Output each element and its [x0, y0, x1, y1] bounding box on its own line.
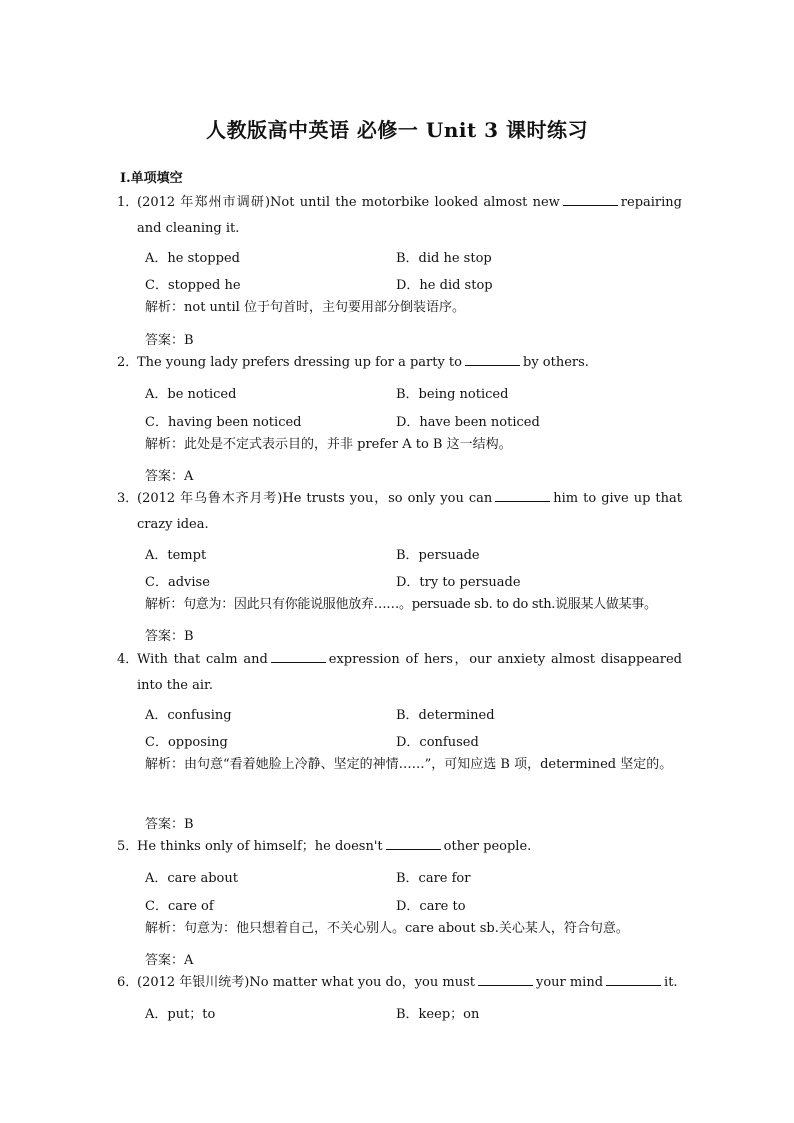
analysis: 解析：由句意“看着她脸上冷静、坚定的神情……”，可知应选 B 项，determined 坚定的。	[145, 757, 673, 772]
option-d: D．have been noticed	[396, 415, 540, 430]
question-5	[117, 834, 682, 860]
answer: 答案：A	[145, 469, 194, 484]
question-number: 4．	[117, 652, 139, 667]
option-a: A．be noticed	[145, 387, 237, 402]
question-stem: The young lady prefers dressing up for a party to by others.	[137, 355, 589, 370]
question-stem: With that calm and expression of hers，our anxiety almost disappeared into the air.	[137, 652, 683, 693]
option-c: C．opposing	[145, 735, 228, 750]
analysis: 解析：句意为：因此只有你能说服他放弃……。persuade sb. to do sth.说服某人做某事。	[145, 597, 657, 612]
answer: 答案：B	[145, 629, 194, 644]
answer-blank	[478, 973, 533, 986]
option-b: B．being noticed	[396, 387, 509, 402]
option-d: D．care to	[396, 899, 466, 914]
answer: 答案：A	[145, 953, 194, 968]
question-number: 1．	[117, 195, 139, 210]
option-c: C．having been noticed	[145, 415, 302, 430]
option-b: B．did he stop	[396, 251, 492, 266]
option-a: A．he stopped	[145, 251, 240, 266]
option-a: A．care about	[145, 871, 238, 886]
question-6	[117, 970, 682, 996]
answer-blank	[271, 650, 326, 663]
option-b: B．care for	[396, 871, 471, 886]
question-2	[117, 350, 682, 376]
option-d: D．try to persuade	[396, 575, 521, 590]
question-number: 6．	[117, 975, 139, 990]
question-stem: (2012 年郑州市调研)Not until the motorbike looked almost new repairing and cleaning it.	[137, 195, 682, 236]
question-1	[117, 190, 682, 242]
answer-blank	[465, 353, 520, 366]
question-number: 3．	[117, 491, 139, 506]
answer: 答案：B	[145, 333, 194, 348]
question-stem: He thinks only of himself；he doesn't other people.	[137, 839, 532, 854]
option-c: C．care of	[145, 899, 214, 914]
option-c: C．stopped he	[145, 278, 241, 293]
section-heading: Ⅰ.单项填空	[120, 171, 183, 186]
document-title: 人教版高中英语 必修一 Unit 3 课时练习	[205, 118, 589, 142]
question-3	[117, 486, 682, 538]
question-number: 2．	[117, 355, 139, 370]
answer-blank	[563, 193, 618, 206]
question-stem: (2012 年银川统考)No matter what you do，you must your mind it.	[137, 975, 678, 990]
option-a: A．tempt	[145, 548, 207, 563]
option-a: A．put；to	[145, 1007, 216, 1022]
option-c: C．advise	[145, 575, 210, 590]
option-d: D．he did stop	[396, 278, 493, 293]
answer: 答案：B	[145, 817, 194, 832]
analysis: 解析：此处是不定式表示目的，并非 prefer A to B 这一结构。	[145, 437, 512, 452]
option-b: B．keep；on	[396, 1007, 480, 1022]
option-d: D．confused	[396, 735, 479, 750]
option-b: B．persuade	[396, 548, 480, 563]
analysis: 解析：句意为：他只想着自己，不关心别人。care about sb.关心某人，符合句意。	[145, 921, 629, 936]
option-a: A．confusing	[145, 708, 232, 723]
answer-blank	[495, 489, 550, 502]
answer-blank	[386, 837, 441, 850]
question-number: 5．	[117, 839, 139, 854]
question-stem: (2012 年乌鲁木齐月考)He trusts you，so only you can him to give up that crazy idea.	[137, 491, 682, 532]
answer-blank	[606, 973, 661, 986]
question-4	[117, 647, 682, 699]
option-b: B．determined	[396, 708, 495, 723]
analysis: 解析：not until 位于句首时，主句要用部分倒装语序。	[145, 300, 465, 315]
